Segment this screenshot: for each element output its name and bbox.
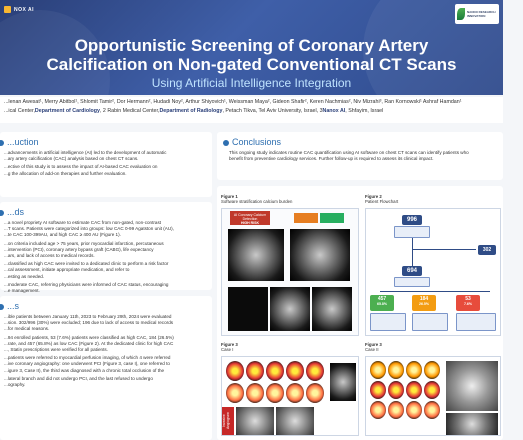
results-line: ...igure 3, Case II), the third was diagnosed with a chronic total occlusion of the (4, 367, 165, 373)
results-line: ...rate, and 457 (65.8%) as low CAC (Figure 2). At the dedicated clinic for high CAC (4, 340, 174, 346)
methods-section: ...ds ...a novel propriety AI software to estimate CAC from non-gated, non-contrast ...T scans. Patients were categorized into groups: low CAC 0-99 Agatston unit (AU), ...te CAC 100-399AU, and high CAC ≥ 400 AU (Figure 1). ...on criteria included age > 75 years, prior myocardial infarction, percutaneous ...intervention (PCI), coronary artery bypass graft (CABG), life expectancy ...ars, and lack of access to medical records. ...classified as high CAC were invited to a dedicated clinic to perform a risk factor ...cal assessment, initiate appropriate medication, and refer to ...esting as needed. ...moderate CAC, referring physicians were informed of CAC status, encouraging ...e management. (0, 202, 212, 290)
poster-title-line1: Opportunistic Screening of Coronary Artery (74, 36, 429, 55)
methods-line: ...a novel propriety AI software to estimate CAC from non-gated, non-contrast (4, 220, 162, 225)
institution-logo: NANOX RESEARCH INNOVATION (455, 4, 499, 24)
methods-line: ...esting as needed. (4, 273, 45, 279)
figures-section (217, 186, 503, 440)
affiliations: ...ical Center,Department of Cardiology, 2 Rabin Medical Center,Department of Radiology, Petach Tikva, Tel Aviv University, Israel, 3Nanox AI, Shfayim, Israel (4, 108, 384, 114)
flow-node-enrolled: 694 (402, 266, 422, 276)
flow-node-moderate-cac: 184 26.5% (412, 295, 436, 311)
ai-detection-banner: AI Coronary Calcium Detection HIGH RISK (230, 211, 270, 225)
figure3a-label: Figure 3 Case I (221, 342, 238, 352)
figure1-image (221, 208, 359, 336)
results-line: ...patients were referred to myocardial perfusion imaging, of which 4 were referred (4, 355, 171, 361)
results-line: ...sion. 302/996 (30%) were excluded; 196 due to lack of access to medical records (4, 320, 174, 326)
flow-node-excluded: 302 (478, 245, 496, 255)
section-title: Conclusions (223, 137, 497, 147)
introduction-section: ...uction ...advancements in artificial intelligence (AI) led to the development of automatic ...ary artery calcification (CAC) analysis based on chest CT scans. ...ective of this study is to assess the impact of AI-based CAC evaluation on ...g the allocation of add-on therapies and further evaluation. (0, 132, 212, 197)
methods-line: ...cal assessment, initiate appropriate medication, and refer to (4, 267, 130, 273)
results-line: ...ography. (4, 382, 26, 388)
results-line: ...for medical reasons. (4, 326, 50, 332)
results-section: ...s ...ible patients between January 11th, 2023 to February 29th, 2024 were evaluated ...sion. 302/996 (30%) were excluded; 196 due to lack of access to medical records ...for medical reasons. ...94 enrolled patients, 53 (7.6%) patients were classified as high CAC, 184 (26.5%) ...rate, and 457 (65.8%) as low CAC (Figure 2). At the dedicated clinic for high CAC ..., Statin prescriptions were verified for all patients. ...patients were referred to myocardial perfusion imaging, of which 4 were referred ...ive coronary angiography: one underwent PCI (Figure 3, case I), one referred to ...igure 3, Case II), the third was diagnosed with a chronic total occlusion of the ...lateral branch and did not undergo PCI, and the last refused to undergo ...ography. (0, 296, 212, 440)
methods-line: ...intervention (PCI), coronary artery bypass graft (CABG), life expectancy (4, 246, 154, 252)
results-line: ..., Statin prescriptions were verified for all patients. (4, 347, 108, 353)
results-line: ...ible patients between January 11th, 2023 to February 29th, 2024 were evaluated (4, 314, 172, 319)
poster-title-line2: Calcification on Non-gated Conventional CT Scans (46, 55, 457, 74)
ct-scan-image (228, 229, 284, 281)
leaf-icon (457, 8, 465, 20)
figure2-label: Figure 2 Patient Flowchart (365, 194, 399, 204)
methods-line: ...classified as high CAC were invited to a dedicated clinic to perform a risk factor (4, 261, 169, 267)
patient-flowchart (365, 208, 501, 336)
results-line: ...94 enrolled patients, 53 (7.6%) patients were classified as high CAC, 184 (26.5%) (4, 334, 174, 340)
flow-node-low-cac: 457 65.8% (370, 295, 394, 311)
author-list: ...lenan Awesat¹, Merry Abitbol¹, Shlomit Tamir², Dor Hermann², Hudadi Noy², Arthur Shiyovich¹, Weissman Maya², Gideon Shafir², Keren Nachmias², Niv Mizrahi³, Ran Kornowski¹ Ashraf Hamdan¹ (4, 99, 462, 105)
results-text (4, 314, 208, 388)
figure3-case1-image (221, 356, 359, 436)
methods-line: ...T scans. Patients were categorized into groups: low CAC 0-99 Agatston unit (AU), (4, 226, 174, 232)
figure3-case2-image (365, 356, 501, 436)
poster-header (0, 0, 503, 95)
poster-subtitle: Using Artificial Intelligence Integration (151, 76, 352, 90)
figure3b-label: Figure 3 Case II (365, 342, 382, 352)
methods-line: ...on criteria included age > 75 years, prior myocardial infarction, percutaneous (4, 240, 164, 246)
methods-line: ...te CAC 100-399AU, and high CAC ≥ 400 AU (Figure 1). (4, 232, 121, 238)
methods-text (4, 220, 208, 294)
flow-node-high-cac: 53 7.6% (456, 295, 480, 311)
results-line: ...lateral branch and did not undergo PCI, and the last refused to undergo (4, 375, 153, 381)
ct-scan-image (290, 229, 350, 281)
conclusions-section: Conclusions This ongoing study indicates routine CAC quantification using AI software on chest CT scans can identify patients who benefit from preventive cardiology services. Further follow-up is required to assess its clinical impact. (217, 132, 503, 180)
methods-line: ...ars, and lack of access to medical records. (4, 253, 95, 259)
flow-node-total: 996 (402, 215, 422, 225)
nanox-logo: NOX AI (4, 6, 34, 13)
invasive-angiogram-label: Invasive Angiogram (222, 407, 234, 435)
authors-block (0, 97, 503, 123)
section-title: ...uction (0, 137, 208, 147)
logo-mark-icon (4, 6, 11, 13)
methods-line: ...e management. (4, 288, 40, 294)
methods-line: ...moderate CAC, referring physicians were informed of CAC status, encouraging (4, 281, 169, 287)
results-line: ...ive coronary angiography: one underwent PCI (Figure 3, case I), one referred to (4, 361, 170, 367)
figure1-label: Figure 1 Software stratification calcium burden (221, 194, 293, 204)
